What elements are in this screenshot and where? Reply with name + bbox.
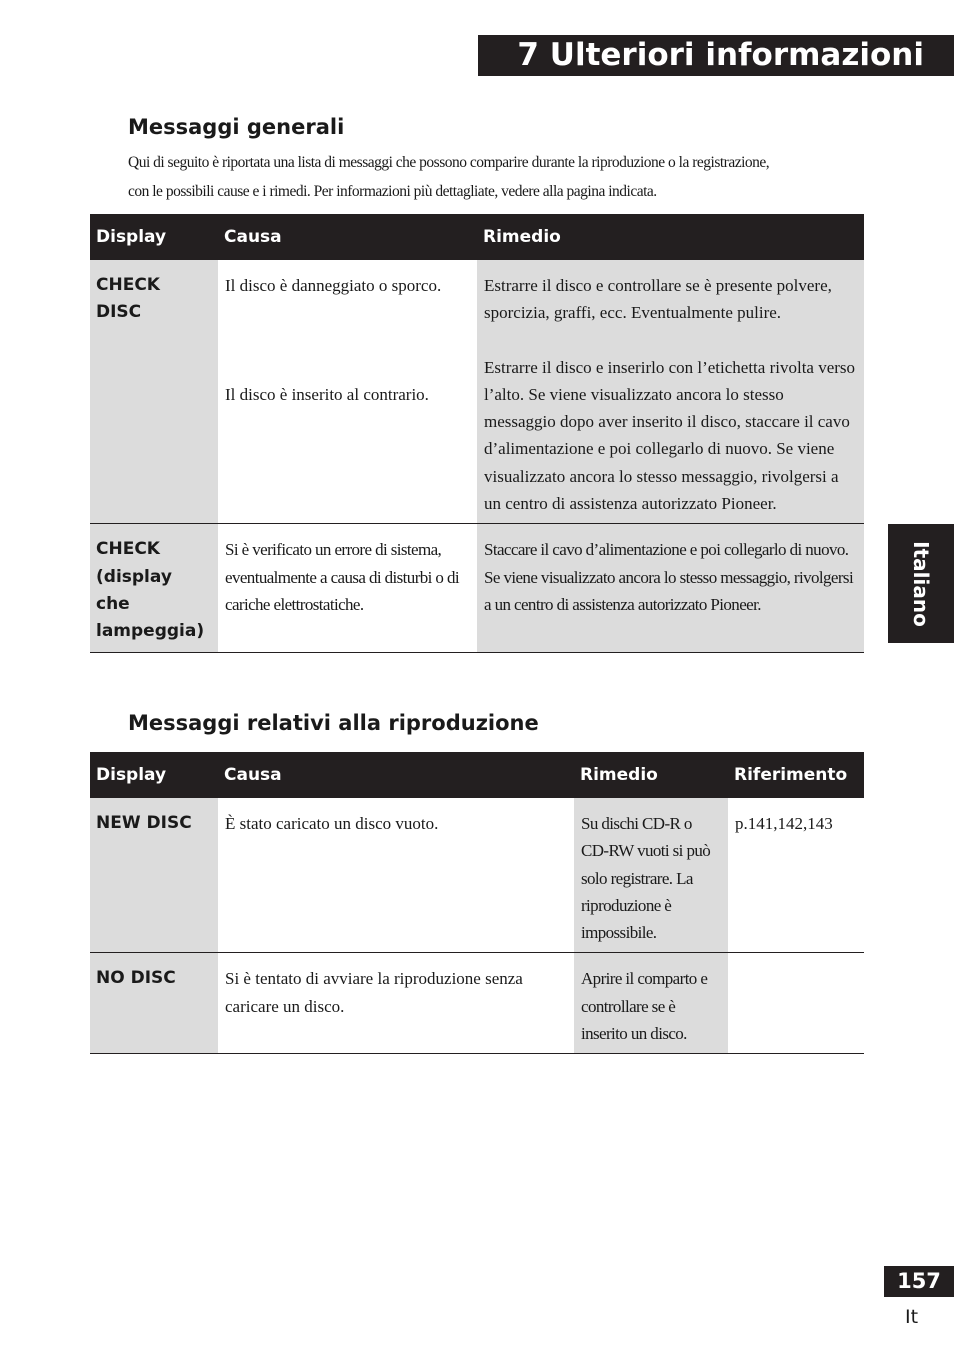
page-number: 157 [884,1266,954,1297]
intro-line-2: con le possibili cause e i rimedi. Per informazioni più dettagliate, vedere alla pagina indicata. [128,183,657,200]
cause-cell [218,260,477,524]
section-title-general: Messaggi generali [128,115,345,139]
table-header-row [90,214,864,260]
display-code: NEW DISC [90,798,218,953]
general-messages-table [90,214,864,653]
header-display: Display [90,752,218,798]
chapter-title: 7 Ulteriori informazioni [517,37,924,73]
language-code: It [905,1306,919,1328]
display-code: CHECK DISC [90,260,218,524]
header-remedy: Rimedio [574,752,728,798]
display-code: CHECK (display che lampeggia) [90,524,218,652]
header-cause: Causa [218,214,477,260]
remedy-cell [477,260,864,524]
chapter-title-banner [478,35,954,76]
remedy-text: Su dischi CD-R o CD-RW vuoti si può solo registrare. La riproduzione è impossibile. [574,798,728,953]
header-remedy: Rimedio [477,214,864,260]
cause-text: Si è tentato di avviare la riproduzione senza caricare un disco. [218,953,574,1054]
header-reference: Riferimento [728,752,864,798]
table-header-row [90,752,864,798]
header-cause: Causa [218,752,574,798]
intro-line-1: Qui di seguito è riportata una lista di messaggi che possono comparire durante la riproduzione o la registrazione, [128,154,770,171]
playback-messages-table [90,752,864,1054]
section-intro [128,148,863,206]
cause-text: Si è verificato un errore di sistema, eventualmente a causa di disturbi o di cariche elettrostatiche. [218,524,477,652]
remedy-text: Aprire il comparto e controllare se è inserito un disco. [574,953,728,1054]
section-title-playback: Messaggi relativi alla riproduzione [128,711,539,735]
language-side-tab [888,524,954,643]
table-row [90,524,864,652]
table-row [90,953,864,1054]
table-row [90,798,864,953]
cause-text: Il disco è inserito al contrario. [225,385,429,405]
reference-text [728,953,864,1054]
cause-text: Il disco è danneggiato o sporco. [225,276,442,295]
remedy-text: Estrarre il disco e inserirlo con l’etichetta rivolta verso l’alto. Se viene visualizzato ancora lo stesso messaggio dopo aver inserito il disco, staccare il cavo d’alimentazione e poi collegarlo di nuovo. Se viene visualizzato ancora lo stesso messaggio, rivolgersi a un centro di assistenza autorizzato Pioneer. [484,357,856,514]
remedy-text: Estrarre il disco e controllare se è presente polvere, sporcizia, graffi, ecc. Eventualmente pulire. [484,276,832,323]
remedy-text: Staccare il cavo d’alimentazione e poi collegarlo di nuovo. Se viene visualizzato ancora lo stesso messaggio, rivolgersi a un centro di assistenza autorizzato Pioneer. [477,524,864,652]
reference-text: p.141,142,143 [728,798,864,953]
display-code: NO DISC [90,953,218,1054]
header-display: Display [90,214,218,260]
language-tab-label: Italiano [909,540,933,627]
table-row [90,260,864,524]
cause-text: È stato caricato un disco vuoto. [218,798,574,953]
